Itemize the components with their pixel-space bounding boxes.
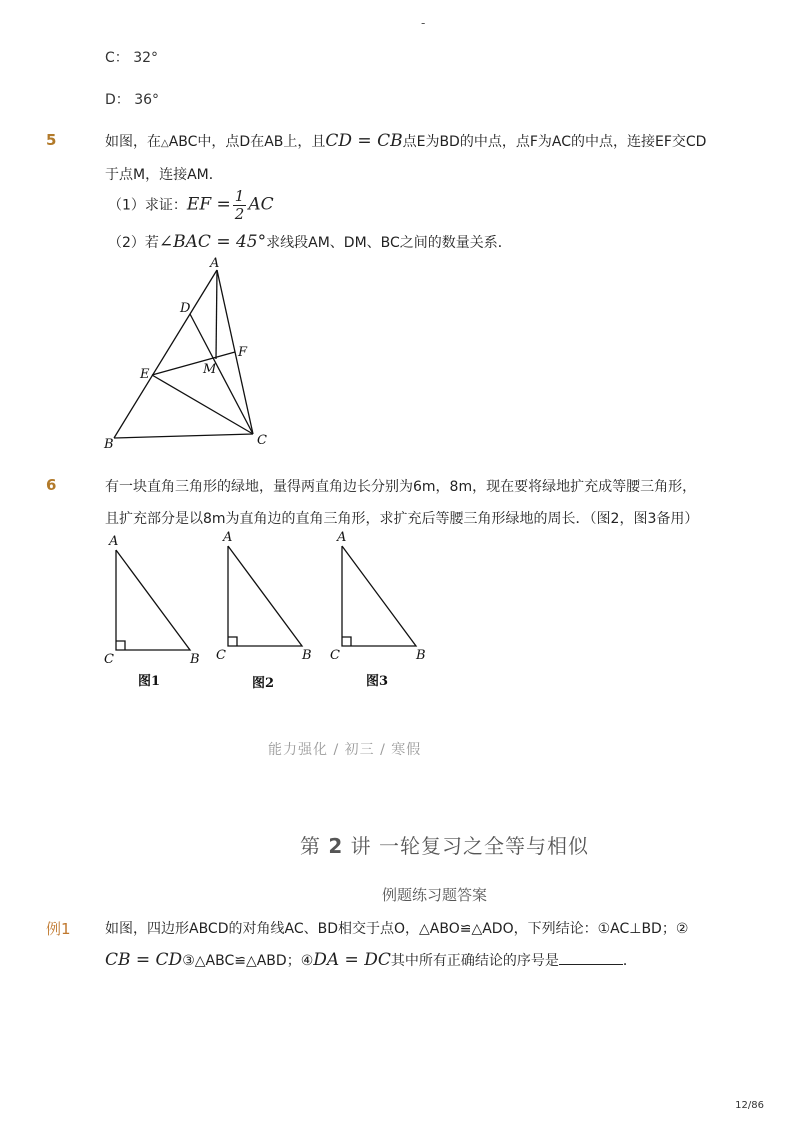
q5-angle: ∠BAC = 45°	[158, 232, 267, 252]
answer-blank[interactable]	[559, 950, 623, 965]
q5-part2-prefix: （2）若	[108, 235, 159, 251]
q5-part2-suffix: 求线段AM、DM、BC之间的数量关系．	[266, 235, 512, 251]
q5-ef: EF =	[186, 194, 231, 215]
example-number-1: 例1	[46, 920, 71, 938]
fig2-label-b: B	[302, 648, 312, 663]
q5-figure	[100, 252, 280, 452]
q6-figure-3	[328, 526, 438, 666]
q5-text-a: 如图，在	[105, 134, 161, 150]
chapter-number: 2	[328, 834, 344, 858]
label-e: E	[140, 367, 150, 382]
chapter-suffix: 讲 一轮复习之全等与相似	[350, 834, 589, 858]
q5-text-b: ABC中，点D在AB上，且	[168, 134, 326, 150]
fig3-label-b: B	[416, 648, 426, 663]
segment-ab	[114, 270, 217, 438]
q5-part1-prefix: （1）求证：	[108, 197, 187, 214]
fig2-label-c: C	[216, 648, 226, 663]
section-subtitle: 例题练习题答案	[382, 886, 488, 904]
label-a: A	[210, 256, 220, 271]
q5-line-1	[105, 131, 706, 151]
ex1-line-1: 如图，四边形ABCD的对角线AC、BD相交于点O，△ABO≌△ADO，下列结论：①AC⊥BD；②	[105, 921, 689, 937]
right-angle-mark-2	[228, 637, 237, 646]
right-triangle-1	[116, 550, 190, 650]
ex1-line-2	[105, 950, 637, 970]
triangle-symbol: △	[161, 138, 169, 149]
fig3-label-a: A	[337, 530, 347, 545]
question-number-5: 5	[46, 131, 57, 149]
right-angle-mark-3	[342, 637, 351, 646]
q5-line-2: 于点M，连接AM．	[105, 167, 223, 183]
page-footer-breadcrumb: 能力强化 / 初三 / 寒假	[268, 742, 422, 758]
q6-line-2: 且扩充部分是以8m为直角边的直角三角形，求扩充后等腰三角形绿地的周长．（图2，图3备用）	[105, 511, 699, 527]
q6-figure-2	[214, 526, 324, 666]
ex1-mid: ③△ABC≌△ABD；④	[182, 953, 314, 969]
fraction-numerator: 1	[234, 187, 245, 205]
fig1-label-a: A	[109, 534, 119, 549]
option-d: D： 36°	[105, 92, 160, 108]
q5-text-c: 点E为BD的中点，点F为AC的中点，连接EF交CD	[402, 134, 707, 150]
ex1-da-eq: DA = DC	[313, 950, 391, 970]
fig1-label-c: C	[104, 652, 114, 667]
fig1-label-b: B	[190, 652, 200, 667]
fraction-denominator: 2	[234, 205, 245, 223]
q6-line-1: 有一块直角三角形的绿地，量得两直角边长分别为6m，8m，现在要将绿地扩充成等腰三角形，	[105, 479, 697, 495]
right-triangle-3	[342, 546, 416, 646]
label-f: F	[238, 345, 248, 360]
figure-caption-3: 图3	[366, 674, 389, 689]
right-angle-mark-1	[116, 641, 125, 650]
ex1-cb-eq: CB = CD	[105, 950, 183, 970]
ex1-end: ．	[622, 953, 637, 969]
chapter-title	[300, 830, 589, 859]
q5-part-1	[108, 188, 274, 223]
option-c: C： 32°	[105, 50, 159, 66]
ex1-tail: 其中所有正确结论的序号是	[390, 953, 559, 969]
label-b: B	[104, 437, 114, 452]
figure-caption-1: 图1	[138, 674, 161, 689]
segment-bc	[114, 434, 253, 438]
q5-cd-eq: CD = CB	[325, 131, 403, 151]
right-triangle-2	[228, 546, 302, 646]
fig3-label-c: C	[330, 648, 340, 663]
q5-ac: AC	[248, 194, 274, 215]
fig2-label-a: A	[223, 530, 233, 545]
label-d: D	[180, 301, 191, 316]
page-number: 12/86	[735, 1100, 764, 1111]
q5-part-2	[108, 232, 512, 252]
question-number-6: 6	[46, 476, 57, 494]
label-m: M	[203, 362, 217, 377]
segment-am	[216, 270, 217, 359]
header-mark: -	[421, 16, 426, 30]
fraction-half	[233, 188, 247, 223]
chapter-prefix: 第	[300, 834, 321, 858]
label-c: C	[257, 433, 267, 448]
figure-caption-2: 图2	[252, 676, 275, 691]
q6-figure-1	[100, 530, 210, 670]
